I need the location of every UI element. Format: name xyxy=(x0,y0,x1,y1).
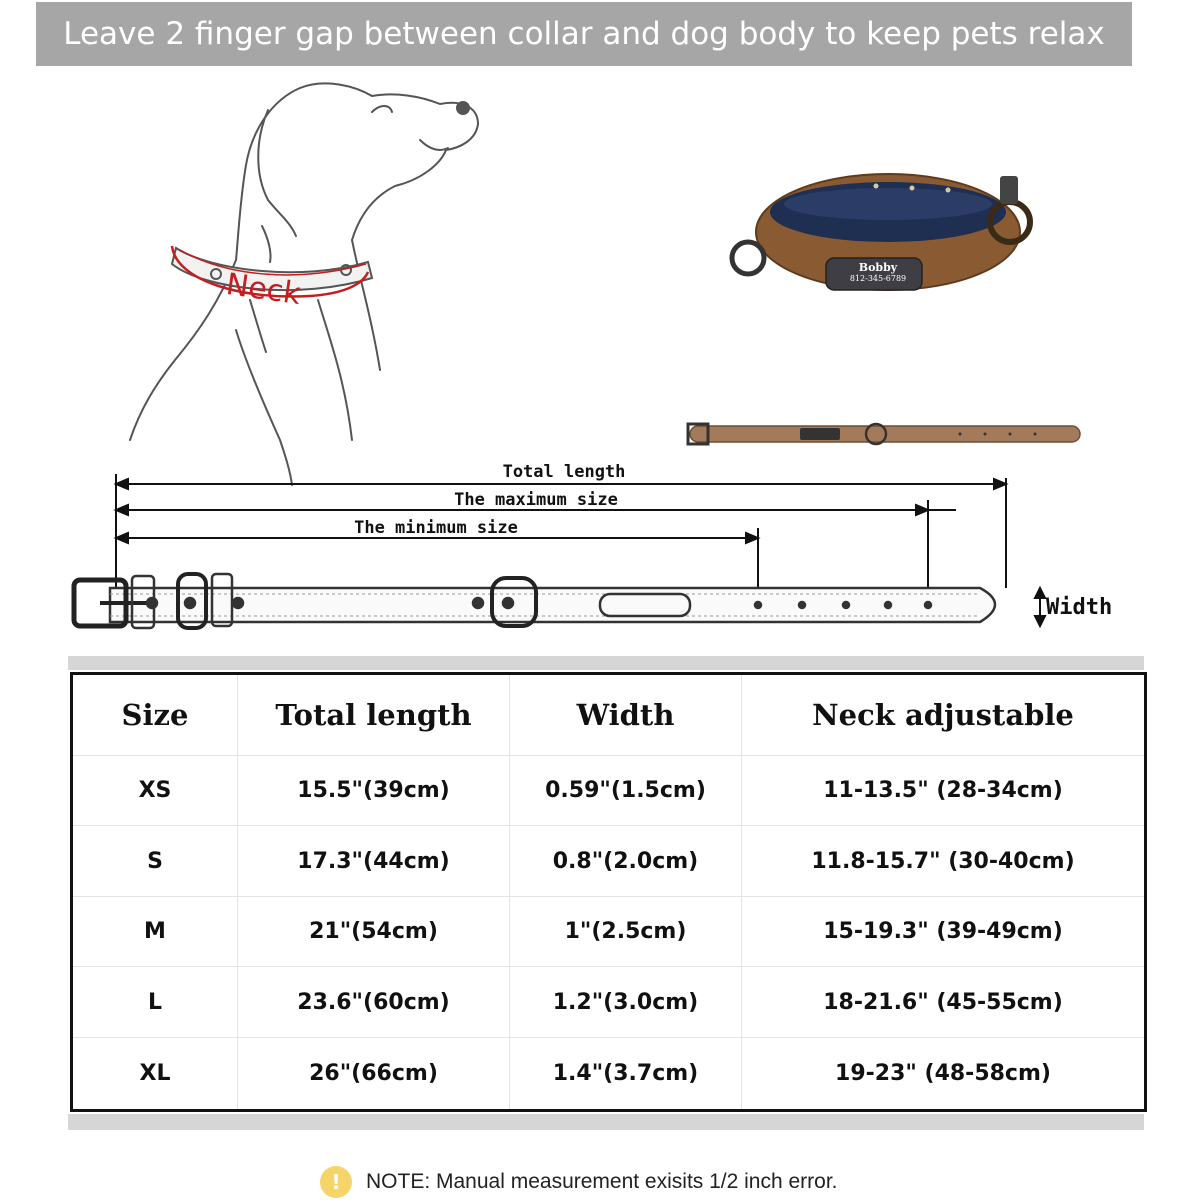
total-length-label: Total length xyxy=(502,462,626,482)
collar-diagram xyxy=(74,574,995,628)
table-row xyxy=(72,756,1146,826)
table-row xyxy=(72,967,1146,1037)
header-total-length: Total length xyxy=(238,674,510,756)
cell-neck-adjustable: 15-19.3" (39-49cm) xyxy=(742,896,1146,966)
tag-phone: 812-345-6789 xyxy=(849,274,907,283)
cell-width: 1.2"(3.0cm) xyxy=(510,967,742,1037)
cell-total-length: 21"(54cm) xyxy=(238,896,510,966)
cell-total-length: 26"(66cm) xyxy=(238,1037,510,1110)
width-label: Width xyxy=(1046,595,1113,620)
flat-collar-photo xyxy=(688,424,1080,444)
cell-neck-adjustable: 19-23" (48-58cm) xyxy=(742,1037,1146,1110)
maximum-size-label: The maximum size xyxy=(454,490,618,510)
cell-size: S xyxy=(72,826,238,896)
table-row xyxy=(72,896,1146,966)
header-size: Size xyxy=(72,674,238,756)
cell-neck-adjustable: 11-13.5" (28-34cm) xyxy=(742,756,1146,826)
table-row xyxy=(72,1037,1146,1110)
cell-width: 1"(2.5cm) xyxy=(510,896,742,966)
cell-neck-adjustable: 11.8-15.7" (30-40cm) xyxy=(742,826,1146,896)
warning-icon: ! xyxy=(320,1166,352,1198)
cell-total-length: 17.3"(44cm) xyxy=(238,826,510,896)
table-row xyxy=(72,826,1146,896)
cell-size: XL xyxy=(72,1037,238,1110)
neck-label: Neck xyxy=(223,266,303,313)
table-header-row xyxy=(72,674,1146,756)
name-tag-text xyxy=(838,262,918,284)
note-text: NOTE: Manual measurement exisits 1/2 inch error. xyxy=(366,1170,838,1193)
cell-width: 0.59"(1.5cm) xyxy=(510,756,742,826)
cell-neck-adjustable: 18-21.6" (45-55cm) xyxy=(742,967,1146,1037)
table-bottom-shade xyxy=(68,1114,1144,1130)
header-neck-adjustable: Neck adjustable xyxy=(742,674,1146,756)
table-top-shade xyxy=(68,656,1144,670)
cell-total-length: 15.5"(39cm) xyxy=(238,756,510,826)
measurement-note xyxy=(320,1164,838,1200)
size-chart-table xyxy=(70,672,1147,1112)
cell-size: XS xyxy=(72,756,238,826)
instruction-banner: Leave 2 finger gap between collar and dog body to keep pets relax xyxy=(36,2,1132,66)
cell-width: 1.4"(3.7cm) xyxy=(510,1037,742,1110)
header-width: Width xyxy=(510,674,742,756)
cell-size: L xyxy=(72,967,238,1037)
tag-name: Bobby xyxy=(858,261,898,274)
cell-width: 0.8"(2.0cm) xyxy=(510,826,742,896)
minimum-size-label: The minimum size xyxy=(354,518,518,538)
cell-total-length: 23.6"(60cm) xyxy=(238,967,510,1037)
cell-size: M xyxy=(72,896,238,966)
